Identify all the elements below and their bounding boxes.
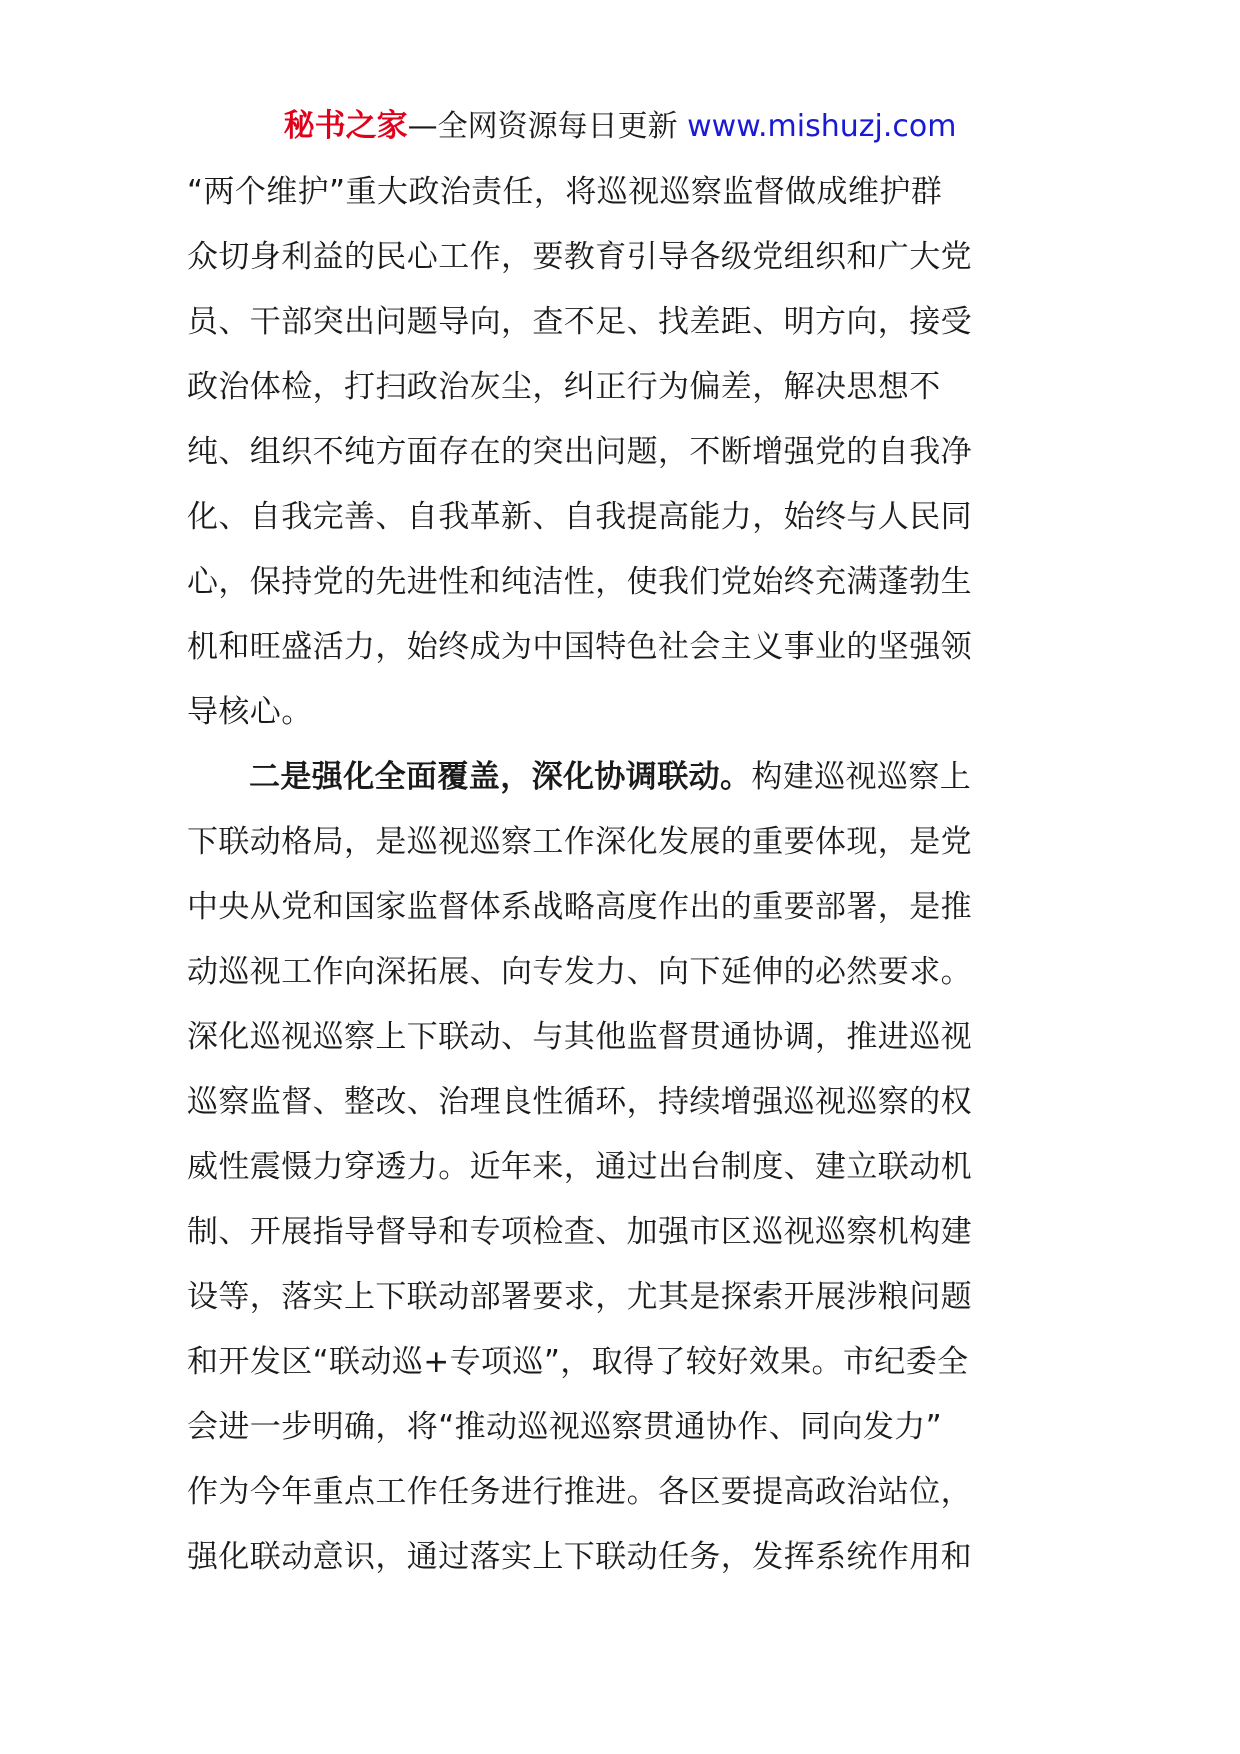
text-line: 心，保持党的先进性和纯洁性，使我们党始终充满蓬勃生 bbox=[187, 564, 972, 600]
text-line: 威性震慑力穿透力。近年来，通过出台制度、建立联动机 bbox=[187, 1149, 972, 1185]
text-line: 员、干部突出问题导向，查不足、找差距、明方向，接受 bbox=[187, 304, 972, 340]
text-line: 众切身利益的民心工作，要教育引导各级党组织和广大党 bbox=[187, 239, 972, 275]
text-line: 中央从党和国家监督体系战略高度作出的重要部署，是推 bbox=[187, 889, 972, 925]
text-line: 导核心。 bbox=[187, 694, 313, 730]
text-line: 纯、组织不纯方面存在的突出问题，不断增强党的自我净 bbox=[187, 434, 972, 470]
text-line: 化、自我完善、自我革新、自我提高能力，始终与人民同 bbox=[187, 499, 972, 535]
text-line: 机和旺盛活力，始终成为中国特色社会主义事业的坚强领 bbox=[187, 629, 972, 665]
text-line: 下联动格局，是巡视巡察工作深化发展的重要体现，是党 bbox=[187, 824, 972, 860]
text-line: 强化联动意识，通过落实上下联动任务，发挥系统作用和 bbox=[187, 1539, 972, 1575]
text-line: “两个维护”重大政治责任，将巡视巡察监督做成维护群 bbox=[187, 174, 943, 210]
paragraph-2-lead: 二是强化全面覆盖，深化协调联动。 bbox=[249, 759, 752, 795]
brand-name: 秘书之家 bbox=[283, 108, 408, 144]
text-line: 制、开展指导督导和专项检查、加强市区巡视巡察机构建 bbox=[187, 1214, 972, 1250]
text-line: 深化巡视巡察上下联动、与其他监督贯通协调，推进巡视 bbox=[187, 1019, 972, 1055]
document-body bbox=[187, 160, 1057, 1590]
text-line: 作为今年重点工作任务进行推进。各区要提高政治站位， bbox=[187, 1474, 972, 1510]
text-line: 会进一步明确，将“推动巡视巡察贯通协作、同向发力” bbox=[187, 1409, 943, 1445]
text-line: 和开发区“联动巡+专项巡”，取得了较好效果。市纪委全 bbox=[187, 1344, 969, 1380]
text-line: 动巡视工作向深拓展、向专发力、向下延伸的必然要求。 bbox=[187, 954, 972, 990]
paragraph-2-first-rest: 构建巡视巡察上 bbox=[751, 759, 972, 795]
text-line: 政治体检，打扫政治灰尘，纠正行为偏差，解决思想不 bbox=[187, 369, 941, 405]
header-tagline: —全网资源每日更新 bbox=[407, 109, 688, 144]
site-url-link[interactable]: www.mishuzj.com bbox=[687, 109, 957, 144]
text-line: 巡察监督、整改、治理良性循环，持续增强巡视巡察的权 bbox=[187, 1084, 972, 1120]
page-header bbox=[0, 96, 1240, 157]
text-line: 设等，落实上下联动部署要求，尤其是探索开展涉粮问题 bbox=[187, 1279, 972, 1315]
paragraph-2-first-line bbox=[187, 745, 1057, 810]
